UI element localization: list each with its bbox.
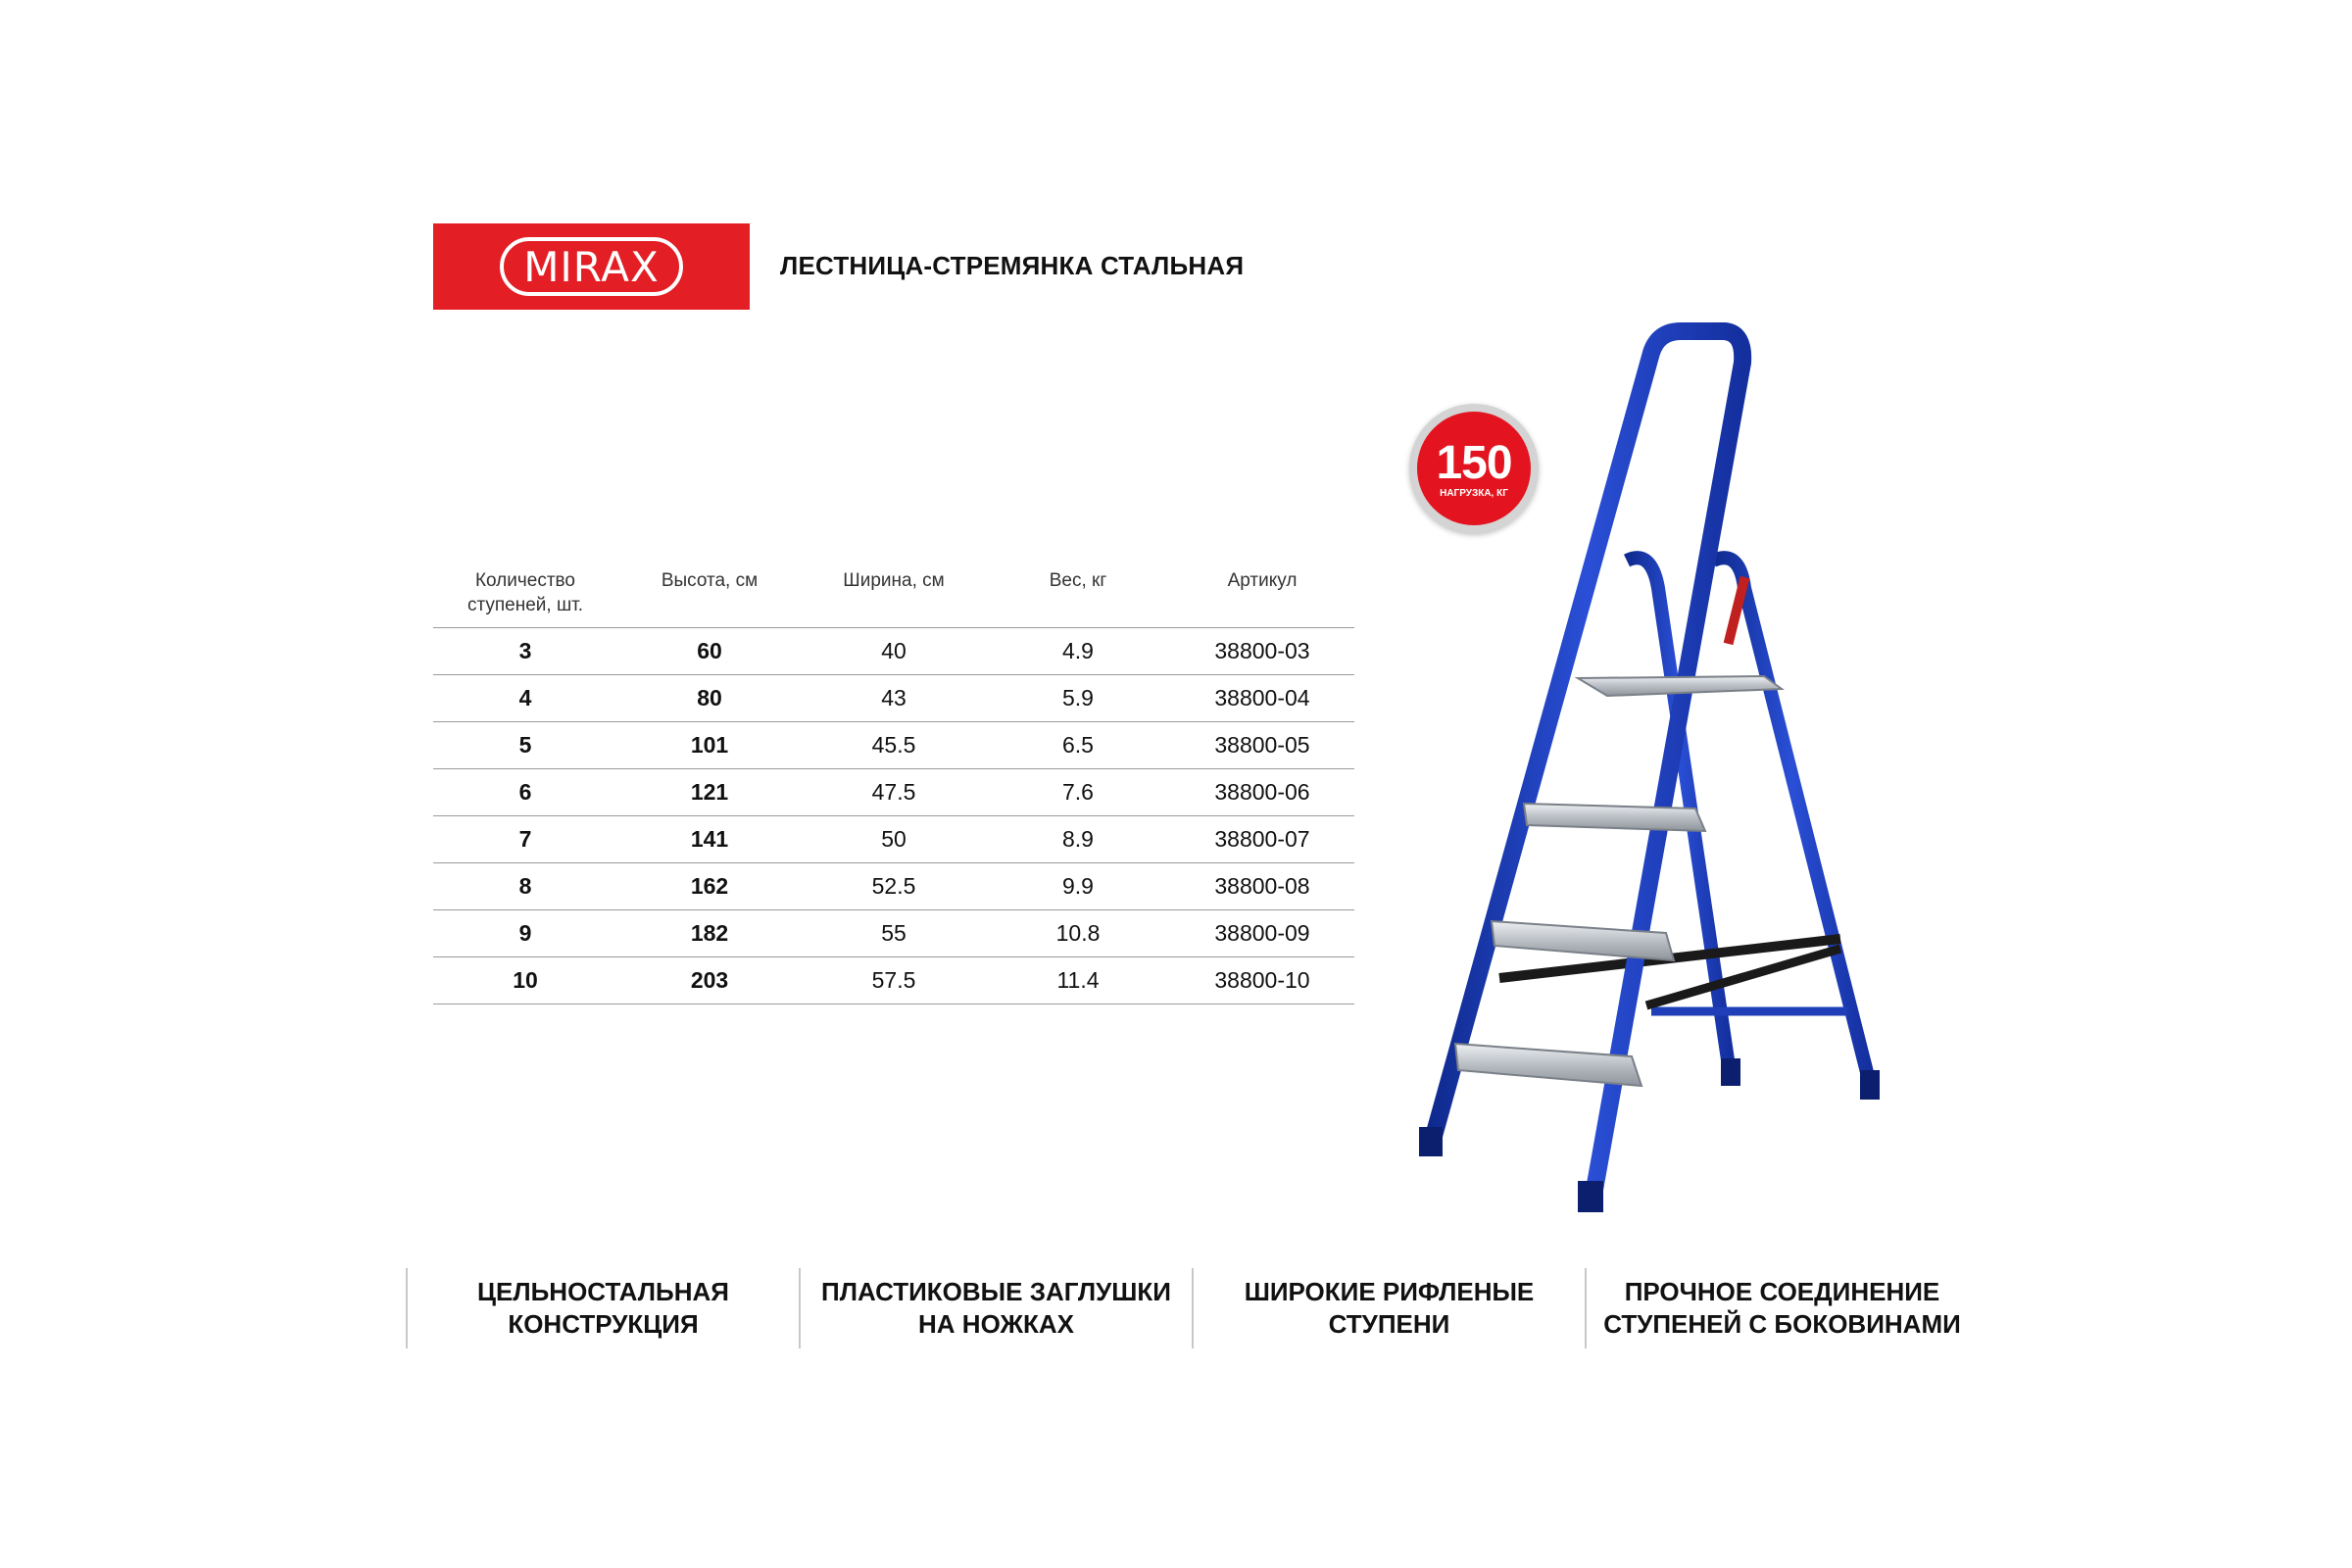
- load-capacity-unit: НАГРУЗКА, КГ: [1440, 487, 1508, 499]
- ladder-top-platform: [1578, 676, 1782, 696]
- feature-strong-joints: ПРОЧНОЕ СОЕДИНЕНИЕ СТУПЕНЕЙ С БОКОВИНАМИ: [1585, 1268, 1978, 1348]
- cell-article: 38800-08: [1214, 873, 1310, 899]
- cell-weight: 9.9: [1062, 873, 1094, 899]
- col-header-steps: Количество ступеней, шт.: [466, 570, 584, 615]
- cell-steps: 10: [513, 967, 538, 993]
- feature-wide-steps: ШИРОКИЕ РИФЛЕНЫЕ СТУПЕНИ: [1192, 1268, 1585, 1348]
- table-row: [433, 816, 1354, 863]
- table-row: [433, 910, 1354, 957]
- cell-height: 121: [690, 779, 729, 805]
- cell-width: 55: [881, 920, 906, 946]
- cell-article: 38800-09: [1214, 920, 1310, 946]
- spec-table-header: [433, 566, 1354, 628]
- cell-weight: 8.9: [1062, 826, 1094, 852]
- cell-height: 101: [690, 732, 729, 758]
- table-row: [433, 957, 1354, 1004]
- cell-article: 38800-05: [1214, 732, 1310, 758]
- table-row: [433, 675, 1354, 722]
- col-header-width: Ширина, см: [843, 570, 945, 591]
- cell-article: 38800-06: [1214, 779, 1310, 805]
- ladder-step-1: [1524, 804, 1705, 831]
- cell-weight: 7.6: [1062, 779, 1094, 805]
- load-capacity-badge-inner: [1417, 412, 1531, 525]
- front-leg-cap-right: [1578, 1181, 1603, 1212]
- rear-leg-cap-right: [1860, 1070, 1880, 1100]
- cell-width: 47.5: [871, 779, 916, 805]
- cell-height: 60: [697, 638, 722, 663]
- cell-weight: 11.4: [1056, 967, 1100, 993]
- product-title: ЛЕСТНИЦА-СТРЕМЯНКА СТАЛЬНАЯ: [780, 251, 1245, 280]
- cell-width: 45.5: [871, 732, 916, 758]
- brand-logo: [433, 223, 750, 310]
- cell-steps: 9: [518, 920, 532, 946]
- cell-height: 141: [690, 826, 729, 852]
- cell-weight: 5.9: [1062, 685, 1094, 710]
- brand-logo-text: MIRAX: [500, 237, 683, 296]
- cell-height: 203: [690, 967, 729, 993]
- table-row: [433, 722, 1354, 769]
- table-row: [433, 769, 1354, 816]
- load-capacity-value: 150: [1436, 436, 1512, 489]
- cell-steps: 6: [518, 779, 532, 805]
- rear-leg-cap-left: [1721, 1058, 1740, 1086]
- col-header-article: Артикул: [1227, 570, 1298, 591]
- col-header-weight: Вес, кг: [1049, 570, 1107, 591]
- cell-steps: 4: [518, 685, 532, 710]
- cell-height: 162: [690, 873, 729, 899]
- load-capacity-badge: [1409, 404, 1539, 533]
- cell-steps: 3: [518, 638, 532, 663]
- cell-width: 52.5: [871, 873, 916, 899]
- cell-width: 43: [881, 685, 906, 710]
- cell-weight: 6.5: [1062, 732, 1094, 758]
- cell-weight: 4.9: [1062, 638, 1094, 663]
- cell-article: 38800-10: [1214, 967, 1310, 993]
- cell-width: 57.5: [871, 967, 916, 993]
- front-leg-cap-left: [1419, 1127, 1443, 1156]
- features-bar: [406, 1268, 1978, 1348]
- table-row: [433, 863, 1354, 910]
- cell-article: 38800-03: [1214, 638, 1310, 663]
- cell-article: 38800-04: [1214, 685, 1310, 710]
- feature-all-steel: ЦЕЛЬНОСТАЛЬНАЯ КОНСТРУКЦИЯ: [406, 1268, 799, 1348]
- cell-width: 40: [881, 638, 906, 663]
- cell-width: 50: [881, 826, 906, 852]
- cell-height: 182: [690, 920, 729, 946]
- spec-table: [433, 566, 1354, 1004]
- cell-steps: 5: [518, 732, 532, 758]
- table-row: [433, 628, 1354, 675]
- feature-plastic-caps: ПЛАСТИКОВЫЕ ЗАГЛУШКИ НА НОЖКАХ: [799, 1268, 1192, 1348]
- cell-steps: 8: [518, 873, 532, 899]
- cell-steps: 7: [518, 826, 532, 852]
- cell-article: 38800-07: [1214, 826, 1310, 852]
- col-header-height: Высота, см: [661, 570, 759, 591]
- cell-height: 80: [697, 685, 722, 710]
- cell-weight: 10.8: [1055, 920, 1101, 946]
